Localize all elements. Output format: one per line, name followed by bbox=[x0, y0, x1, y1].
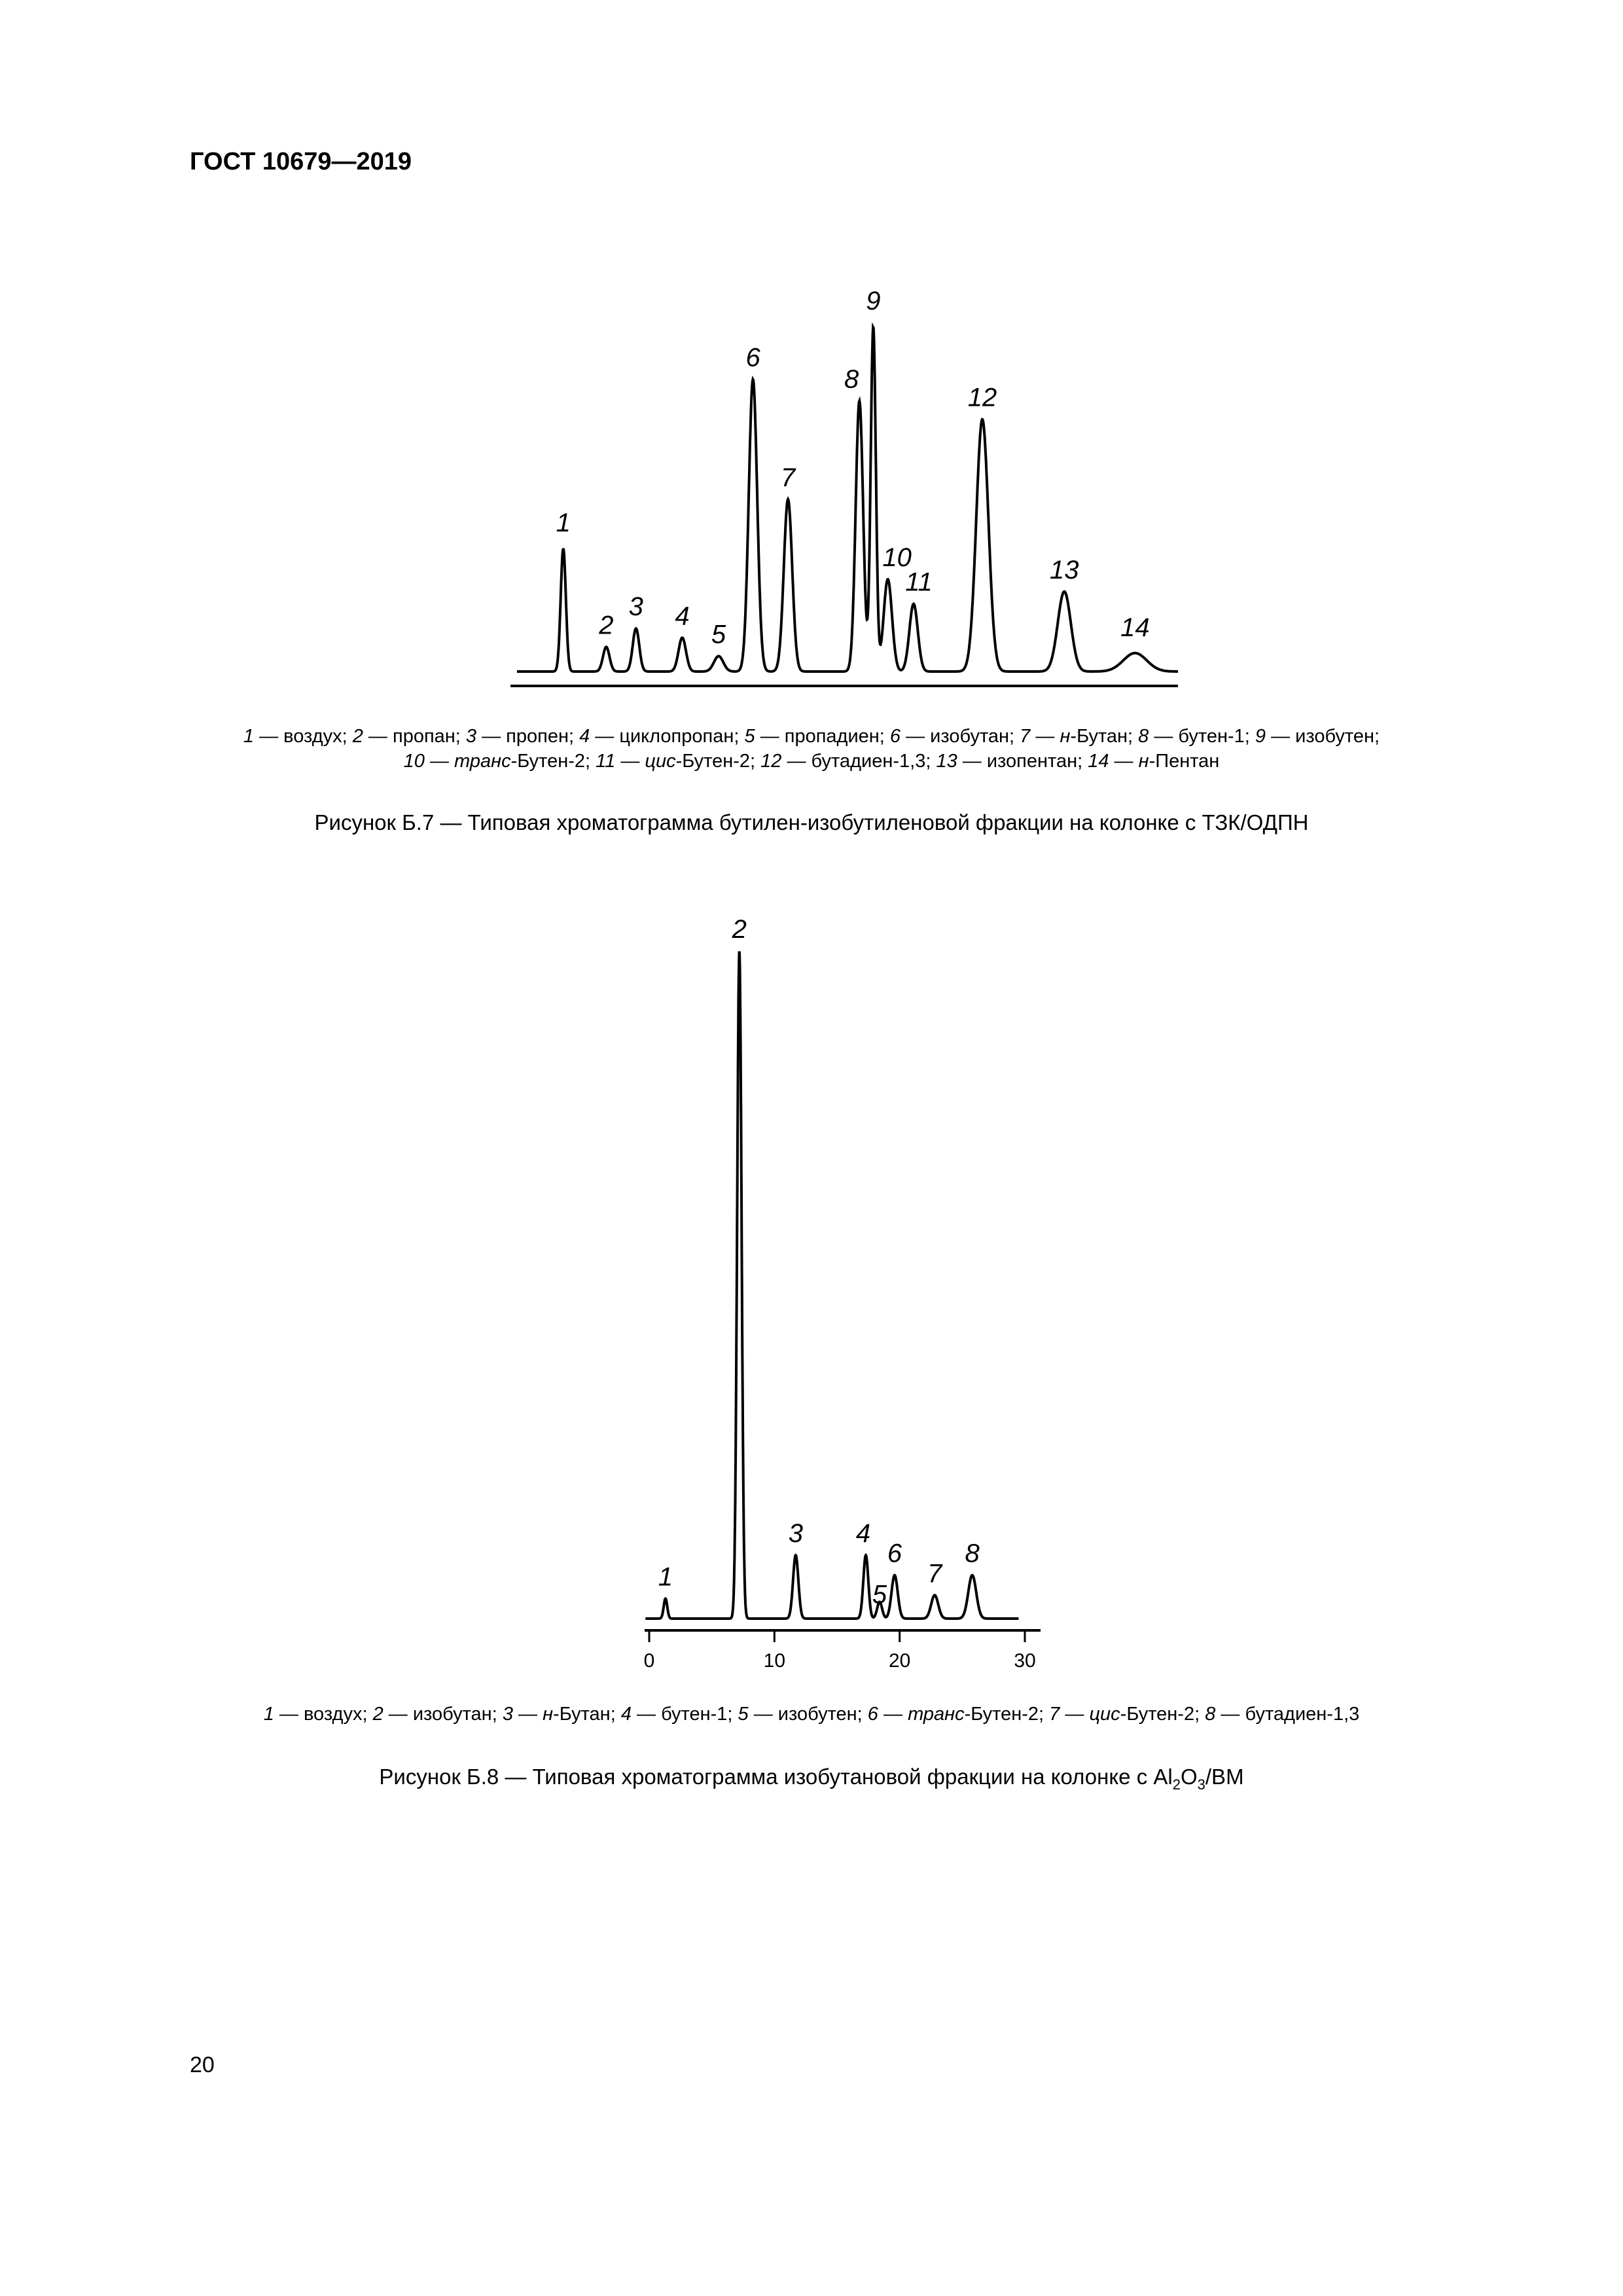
legend-b7-text-5: — пропадиен; bbox=[755, 726, 890, 747]
legend-b8-num-1: 1 bbox=[263, 1704, 274, 1725]
legend-b7-italic-14: н bbox=[1138, 751, 1149, 772]
legend-b8-num-3: 3 bbox=[502, 1704, 513, 1725]
caption-b7: Рисунок Б.7 — Типовая хроматограмма бутилен-изобутиленовой фракции на колонке с ТЗК/ОДПН bbox=[314, 810, 1309, 834]
legend-b7-num-11: 11 bbox=[596, 751, 616, 772]
b7-peak-label-7: 7 bbox=[780, 463, 796, 492]
caption-b8-sub1: 2 bbox=[1172, 1776, 1181, 1793]
legend-b8-text-6: — bbox=[878, 1704, 908, 1725]
legend-b7-text2-14: -Пентан bbox=[1149, 751, 1220, 772]
b8-peak-label-7: 7 bbox=[927, 1559, 942, 1588]
caption-b8-sub2: 3 bbox=[1197, 1776, 1205, 1793]
legend-b8-num-4: 4 bbox=[620, 1704, 632, 1725]
legend-b7-num-5: 5 bbox=[744, 726, 755, 747]
legend-b7-num-3: 3 bbox=[465, 726, 477, 747]
legend-b8-text-1: — воздух; bbox=[274, 1704, 373, 1725]
b7-peak-label-4: 4 bbox=[675, 601, 690, 631]
b7-peak-label-1: 1 bbox=[556, 509, 571, 537]
legend-b7-text-2: — пропан; bbox=[363, 726, 466, 747]
legend-b7-text-13: — изопентан; bbox=[957, 751, 1088, 772]
caption-b8-text: Рисунок Б.8 — Типовая хроматограмма изобутановой фракции на колонке с Al bbox=[379, 1765, 1173, 1789]
b7-peak-label-14: 14 bbox=[1120, 613, 1150, 642]
legend-b7-num-9: 9 bbox=[1255, 726, 1266, 747]
legend-b8-italic-7: цис bbox=[1089, 1704, 1120, 1725]
legend-b7-num-1: 1 bbox=[243, 726, 255, 747]
legend-b8-text2-6: -Бутен-2; bbox=[964, 1704, 1050, 1725]
legend-b7-text-8: — бутен-1; bbox=[1149, 726, 1255, 747]
caption-b8-post: /ВМ bbox=[1205, 1765, 1244, 1789]
legend-b8-text2-3: -Бутан; bbox=[553, 1704, 621, 1725]
legend-b8-text2-7: -Бутен-2; bbox=[1120, 1704, 1205, 1725]
legend-b8-italic-6: транс bbox=[908, 1704, 965, 1725]
b7-peak-label-5: 5 bbox=[711, 620, 726, 649]
legend-b7-italic-11: цис bbox=[645, 751, 676, 772]
legend-b7-italic-10: транс bbox=[454, 751, 511, 772]
page-number: 20 bbox=[190, 2053, 215, 2077]
b7-peak-label-2: 2 bbox=[599, 611, 614, 640]
legend-b7-num-10: 10 bbox=[403, 751, 425, 772]
legend-b7-text-4: — циклопропан; bbox=[590, 726, 745, 747]
legend-b8-text-7: — bbox=[1060, 1704, 1090, 1725]
legend-b7-text2-7: -Бутан; bbox=[1070, 726, 1139, 747]
legend-b7-text-14: — bbox=[1109, 751, 1139, 772]
legend-b7-text-10: — bbox=[424, 751, 455, 772]
legend-b7-text-3: — пропен; bbox=[476, 726, 580, 747]
legend-b8-text-3: — bbox=[512, 1704, 543, 1725]
b8-signal-line bbox=[645, 952, 1018, 1619]
b8-tick-label-30: 30 bbox=[1014, 1650, 1036, 1672]
b8-peak-label-3: 3 bbox=[788, 1519, 803, 1549]
legend-b8-num-6: 6 bbox=[867, 1704, 878, 1725]
caption-b8 bbox=[118, 1765, 1505, 1793]
legend-b7-num-8: 8 bbox=[1138, 726, 1149, 747]
legend-b7-text-1: — воздух; bbox=[254, 726, 353, 747]
b8-peak-label-5: 5 bbox=[872, 1580, 887, 1609]
b7-peak-label-13: 13 bbox=[1050, 555, 1079, 584]
legend-b8-num-7: 7 bbox=[1049, 1704, 1060, 1725]
legend-b7-text-12: — бутадиен-1,3; bbox=[781, 751, 936, 772]
b7-peak-label-9: 9 bbox=[866, 286, 881, 315]
b8-peak-label-6: 6 bbox=[887, 1539, 902, 1568]
b8-peak-label-8: 8 bbox=[965, 1539, 980, 1568]
b8-peak-label-2: 2 bbox=[732, 915, 747, 944]
b7-peak-label-6: 6 bbox=[745, 343, 760, 372]
legend-b7-num-13: 13 bbox=[936, 751, 957, 772]
b7-peak-label-12: 12 bbox=[967, 383, 997, 412]
b8-tick-label-20: 20 bbox=[888, 1650, 911, 1672]
b7-peak-label-10: 10 bbox=[882, 543, 912, 572]
legend-b8 bbox=[118, 1702, 1505, 1727]
caption-b8-mid: O bbox=[1180, 1765, 1198, 1789]
legend-b8-text-8: — бутадиен-1,3 bbox=[1215, 1704, 1360, 1725]
legend-b7-num-6: 6 bbox=[889, 726, 901, 747]
legend-b7-text-9: — изобутен; bbox=[1266, 726, 1380, 747]
document-header: ГОСТ 10679—2019 bbox=[190, 148, 412, 175]
legend-b8-text-4: — бутен-1; bbox=[631, 1704, 738, 1725]
legend-b8-line1 bbox=[118, 1702, 1505, 1727]
legend-b7-text-11: — bbox=[615, 751, 645, 772]
legend-b7-text-7: — bbox=[1030, 726, 1060, 747]
legend-b8-text-2: — изобутан; bbox=[383, 1704, 503, 1725]
legend-b7-text2-10: -Бутен-2; bbox=[510, 751, 596, 772]
legend-b8-italic-3: н bbox=[543, 1704, 554, 1725]
b8-tick-label-10: 10 bbox=[763, 1650, 786, 1672]
legend-b7-num-14: 14 bbox=[1088, 751, 1109, 772]
legend-b8-num-8: 8 bbox=[1205, 1704, 1216, 1725]
b7-peak-label-11: 11 bbox=[905, 567, 933, 597]
legend-b7-num-12: 12 bbox=[760, 751, 782, 772]
b8-peak-label-1: 1 bbox=[658, 1562, 673, 1592]
b8-peak-label-4: 4 bbox=[855, 1519, 871, 1549]
legend-b7-num-4: 4 bbox=[579, 726, 590, 747]
legend-b8-num-2: 2 bbox=[372, 1704, 383, 1725]
legend-b8-num-5: 5 bbox=[738, 1704, 749, 1725]
legend-b7-num-7: 7 bbox=[1020, 726, 1031, 747]
b8-tick-label-0: 0 bbox=[643, 1650, 655, 1672]
legend-b7-italic-7: н bbox=[1060, 726, 1071, 747]
legend-b7-num-2: 2 bbox=[352, 726, 363, 747]
legend-b7-text2-11: -Бутен-2; bbox=[675, 751, 761, 772]
b7-peak-label-8: 8 bbox=[844, 365, 859, 394]
legend-b7-text-6: — изобутан; bbox=[901, 726, 1020, 747]
b7-peak-label-3: 3 bbox=[628, 592, 643, 622]
legend-b8-text-5: — изобутен; bbox=[748, 1704, 868, 1725]
